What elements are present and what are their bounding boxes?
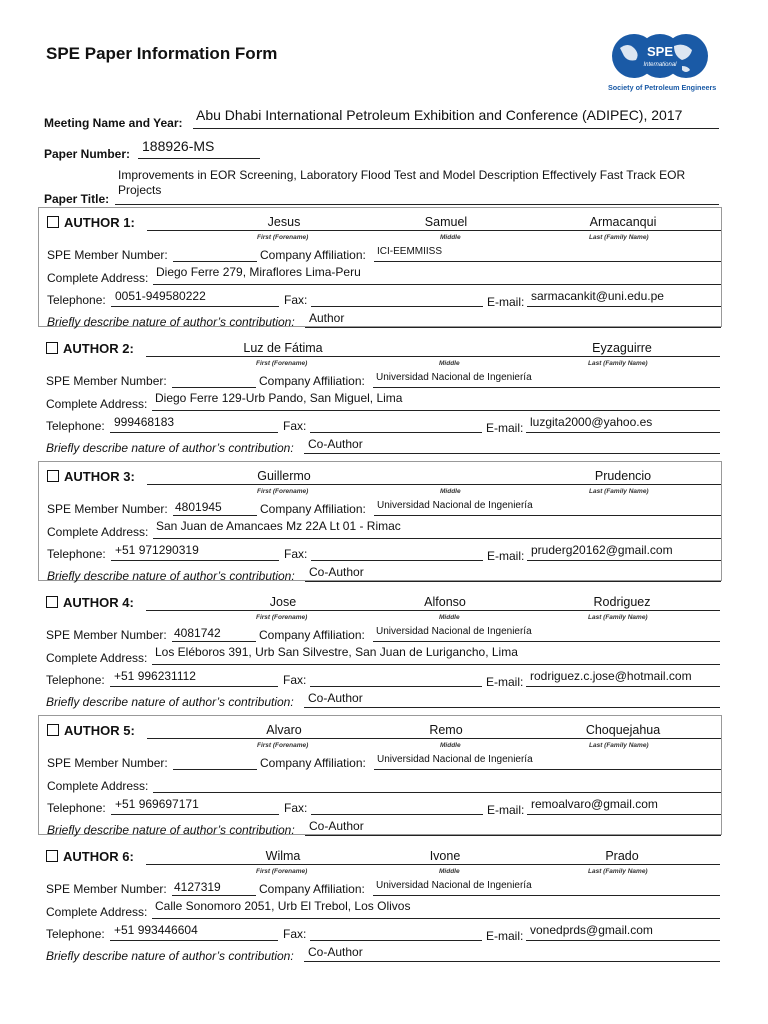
affiliation-line	[374, 261, 721, 262]
affiliation-label: Company Affiliation:	[260, 756, 366, 770]
svg-text:International: International	[643, 62, 677, 68]
affiliation-label: Company Affiliation:	[260, 248, 366, 262]
email-value[interactable]: vonedprds@gmail.com	[530, 923, 653, 937]
spe-member-value[interactable]: 4801945	[175, 500, 222, 514]
contribution-line	[304, 961, 720, 962]
author-heading-label: AUTHOR 6:	[63, 849, 134, 864]
first-name-caption: First (Forename)	[257, 742, 309, 749]
middle-name-caption: Middle	[439, 360, 460, 367]
address-line	[153, 538, 721, 539]
spe-member-label: SPE Member Number:	[46, 628, 167, 642]
fax-label: Fax:	[283, 673, 307, 687]
last-name[interactable]: Choquejahua	[585, 723, 661, 737]
email-label: E-mail:	[486, 421, 524, 435]
telephone-label: Telephone:	[47, 293, 106, 307]
telephone-label: Telephone:	[47, 801, 106, 815]
contribution-label: Briefly describe nature of author’s contribution:	[47, 823, 295, 837]
telephone-line	[110, 940, 278, 941]
email-value[interactable]: rodriguez.c.jose@hotmail.com	[530, 669, 692, 683]
affiliation-value[interactable]: Universidad Nacional de Ingeniería	[377, 500, 533, 511]
author-checkbox[interactable]	[46, 596, 58, 608]
contribution-value[interactable]: Co-Author	[308, 437, 363, 451]
telephone-label: Telephone:	[47, 547, 106, 561]
address-label: Complete Address:	[46, 905, 148, 919]
contribution-line	[305, 327, 721, 328]
email-value[interactable]: pruderg20162@gmail.com	[531, 543, 673, 557]
contribution-label: Briefly describe nature of author’s contribution:	[47, 315, 295, 329]
contribution-label: Briefly describe nature of author’s contribution:	[46, 949, 294, 963]
middle-name[interactable]: Remo	[429, 723, 463, 737]
contribution-value[interactable]: Co-Author	[309, 819, 364, 833]
author-checkbox[interactable]	[47, 216, 59, 228]
fax-label: Fax:	[284, 547, 308, 561]
meeting-label: Meeting Name and Year:	[44, 116, 183, 130]
email-value[interactable]: sarmacankit@uni.edu.pe	[531, 289, 664, 303]
spe-member-line	[173, 769, 257, 770]
author-heading	[47, 723, 135, 738]
meeting-line	[193, 128, 719, 129]
last-name-caption: Last (Family Name)	[589, 742, 649, 749]
fax-line	[310, 432, 482, 433]
middle-name-caption: Middle	[440, 488, 461, 495]
affiliation-value[interactable]: Universidad Nacional de Ingeniería	[376, 880, 532, 891]
form-title: SPE Paper Information Form	[46, 44, 278, 63]
last-name-caption: Last (Family Name)	[588, 868, 648, 875]
globe-logo-icon	[612, 26, 708, 86]
email-value[interactable]: luzgita2000@yahoo.es	[530, 415, 653, 429]
last-name-caption: Last (Family Name)	[588, 614, 648, 621]
first-name-caption: First (Forename)	[256, 868, 308, 875]
contribution-value[interactable]: Co-Author	[308, 945, 363, 959]
email-line	[527, 306, 721, 307]
spe-member-label: SPE Member Number:	[47, 502, 168, 516]
affiliation-label: Company Affiliation:	[260, 502, 366, 516]
affiliation-value[interactable]: Universidad Nacional de Ingeniería	[377, 754, 533, 765]
address-label: Complete Address:	[47, 271, 149, 285]
email-label: E-mail:	[486, 929, 524, 943]
svg-text:SPE: SPE	[646, 44, 674, 59]
fax-label: Fax:	[284, 293, 308, 307]
middle-name[interactable]: Ivone	[429, 849, 461, 863]
author-heading-label: AUTHOR 3:	[64, 469, 135, 484]
author-checkbox[interactable]	[46, 850, 58, 862]
author-checkbox[interactable]	[47, 470, 59, 482]
first-name[interactable]: Luz de Fátima	[243, 341, 323, 355]
address-value[interactable]: Calle Sonomoro 2051, Urb El Trebol, Los Olivos	[155, 899, 411, 913]
spe-member-line	[172, 895, 256, 896]
first-name[interactable]: Alvaro	[266, 723, 302, 737]
email-line	[526, 940, 720, 941]
middle-name-caption: Middle	[439, 868, 460, 875]
author-heading	[47, 469, 135, 484]
last-name[interactable]: Armacanqui	[589, 215, 657, 229]
address-value[interactable]: Diego Ferre 129-Urb Pando, San Miguel, Lima	[155, 391, 403, 405]
contribution-line	[304, 707, 720, 708]
address-line	[152, 664, 720, 665]
middle-name-caption: Middle	[439, 614, 460, 621]
address-label: Complete Address:	[46, 397, 148, 411]
affiliation-line	[373, 895, 720, 896]
fax-label: Fax:	[283, 927, 307, 941]
contribution-label: Briefly describe nature of author’s contribution:	[46, 441, 294, 455]
last-name[interactable]: Prudencio	[594, 469, 652, 483]
last-name-caption: Last (Family Name)	[588, 360, 648, 367]
paper-title-line	[115, 204, 719, 205]
contribution-value[interactable]: Co-Author	[309, 565, 364, 579]
name-line	[146, 356, 720, 357]
address-line	[152, 918, 720, 919]
middle-name-caption: Middle	[440, 742, 461, 749]
fax-label: Fax:	[284, 801, 308, 815]
fax-line	[311, 814, 483, 815]
telephone-line	[110, 432, 278, 433]
telephone-value[interactable]: +51 971290319	[115, 543, 199, 557]
fax-line	[311, 560, 483, 561]
paper-title-line2[interactable]: Projects	[118, 183, 162, 197]
address-label: Complete Address:	[47, 525, 149, 539]
author-heading	[46, 341, 134, 356]
last-name-caption: Last (Family Name)	[589, 234, 649, 241]
middle-name-caption: Middle	[440, 234, 461, 241]
email-line	[527, 814, 721, 815]
email-line	[527, 560, 721, 561]
last-name[interactable]: Eyzaguirre	[592, 341, 652, 355]
name-line	[146, 610, 720, 611]
last-name-caption: Last (Family Name)	[589, 488, 649, 495]
address-value[interactable]: Diego Ferre 279, Miraflores Lima-Peru	[156, 265, 361, 279]
last-name[interactable]: Rodriguez	[593, 595, 651, 609]
address-line	[153, 284, 721, 285]
contribution-value[interactable]: Author	[309, 311, 345, 325]
author-block-3	[38, 461, 722, 581]
affiliation-line	[374, 515, 721, 516]
last-name[interactable]: Prado	[605, 849, 639, 863]
author-checkbox[interactable]	[46, 342, 58, 354]
contribution-label: Briefly describe nature of author’s contribution:	[46, 695, 294, 709]
author-block-1	[38, 207, 722, 327]
fax-label: Fax:	[283, 419, 307, 433]
name-line	[146, 864, 720, 865]
spe-logo	[608, 26, 717, 98]
email-line	[526, 432, 720, 433]
contribution-line	[305, 835, 721, 836]
affiliation-label: Company Affiliation:	[259, 882, 365, 896]
middle-name[interactable]: Alfonso	[424, 595, 466, 609]
author-block-5	[38, 715, 722, 835]
affiliation-line	[373, 387, 720, 388]
telephone-value[interactable]: +51 996231112	[114, 669, 196, 683]
affiliation-value[interactable]: ICI-EEMMIISS	[377, 246, 443, 257]
middle-name[interactable]: Samuel	[424, 215, 468, 229]
author-block-2	[38, 334, 722, 454]
paper-title-line1[interactable]: Improvements in EOR Screening, Laboratory Flood Test and Model Description Effectively Fast Track EOR	[118, 168, 686, 182]
paper-title-label: Paper Title:	[44, 192, 110, 206]
author-block-6	[38, 842, 722, 962]
first-name[interactable]: Wilma	[265, 849, 301, 863]
email-line	[526, 686, 720, 687]
author-block-4	[38, 588, 722, 708]
author-heading	[46, 595, 134, 610]
fax-line	[311, 306, 483, 307]
contribution-line	[304, 453, 720, 454]
first-name[interactable]: Jose	[269, 595, 297, 609]
address-label: Complete Address:	[46, 651, 148, 665]
fax-line	[310, 940, 482, 941]
address-value[interactable]: Los Eléboros 391, Urb San Silvestre, San Juan de Lurigancho, Lima	[155, 645, 518, 659]
email-label: E-mail:	[487, 549, 525, 563]
telephone-line	[110, 686, 278, 687]
address-line	[153, 792, 721, 793]
email-label: E-mail:	[487, 803, 525, 817]
paper-number-label: Paper Number:	[44, 147, 131, 161]
affiliation-value[interactable]: Universidad Nacional de Ingeniería	[376, 372, 532, 383]
affiliation-label: Company Affiliation:	[259, 628, 365, 642]
author-checkbox[interactable]	[47, 724, 59, 736]
name-line	[147, 230, 721, 231]
first-name-caption: First (Forename)	[257, 234, 309, 241]
affiliation-line	[373, 641, 720, 642]
spe-member-label: SPE Member Number:	[47, 248, 168, 262]
meeting-value[interactable]: Abu Dhabi International Petroleum Exhibition and Conference (ADIPEC), 2017	[196, 107, 683, 123]
first-name-caption: First (Forename)	[256, 614, 308, 621]
author-heading	[47, 215, 135, 230]
contribution-value[interactable]: Co-Author	[308, 691, 363, 705]
fax-line	[310, 686, 482, 687]
affiliation-label: Company Affiliation:	[259, 374, 365, 388]
first-name-caption: First (Forename)	[256, 360, 308, 367]
telephone-line	[111, 560, 279, 561]
contribution-label: Briefly describe nature of author’s contribution:	[47, 569, 295, 583]
spe-member-line	[173, 261, 257, 262]
first-name-caption: First (Forename)	[257, 488, 309, 495]
telephone-label: Telephone:	[46, 673, 105, 687]
email-label: E-mail:	[486, 675, 524, 689]
spe-member-value[interactable]: 4081742	[174, 626, 221, 640]
spe-member-line	[172, 641, 256, 642]
spe-member-value[interactable]: 4127319	[174, 880, 221, 894]
telephone-value[interactable]: +51 993446604	[114, 923, 198, 937]
email-label: E-mail:	[487, 295, 525, 309]
spe-member-label: SPE Member Number:	[46, 882, 167, 896]
telephone-label: Telephone:	[46, 927, 105, 941]
contribution-line	[305, 581, 721, 582]
spe-member-label: SPE Member Number:	[46, 374, 167, 388]
author-heading-label: AUTHOR 2:	[63, 341, 134, 356]
paper-number-value[interactable]: 188926-MS	[142, 138, 215, 154]
spe-member-label: SPE Member Number:	[47, 756, 168, 770]
telephone-label: Telephone:	[46, 419, 105, 433]
author-heading-label: AUTHOR 4:	[63, 595, 134, 610]
address-value[interactable]: San Juan de Amancaes Mz 22A Lt 01 - Rimac	[156, 519, 401, 533]
first-name[interactable]: Guillermo	[257, 469, 311, 483]
first-name[interactable]: Jesus	[267, 215, 301, 229]
author-heading-label: AUTHOR 1:	[64, 215, 135, 230]
telephone-line	[111, 306, 279, 307]
logo-caption: Society of Petroleum Engineers	[608, 83, 717, 92]
author-heading	[46, 849, 134, 864]
telephone-value[interactable]: +51 969697171	[115, 797, 199, 811]
name-line	[147, 484, 721, 485]
author-heading-label: AUTHOR 5:	[64, 723, 135, 738]
telephone-value[interactable]: 999468183	[114, 415, 175, 429]
telephone-value[interactable]: 0051-949580222	[115, 289, 206, 303]
affiliation-value[interactable]: Universidad Nacional de Ingeniería	[376, 626, 532, 637]
spe-member-line	[172, 387, 256, 388]
address-label: Complete Address:	[47, 779, 149, 793]
affiliation-line	[374, 769, 721, 770]
spe-member-line	[173, 515, 257, 516]
email-value[interactable]: remoalvaro@gmail.com	[531, 797, 658, 811]
telephone-line	[111, 814, 279, 815]
address-line	[152, 410, 720, 411]
name-line	[147, 738, 721, 739]
paper-number-line	[138, 158, 260, 159]
